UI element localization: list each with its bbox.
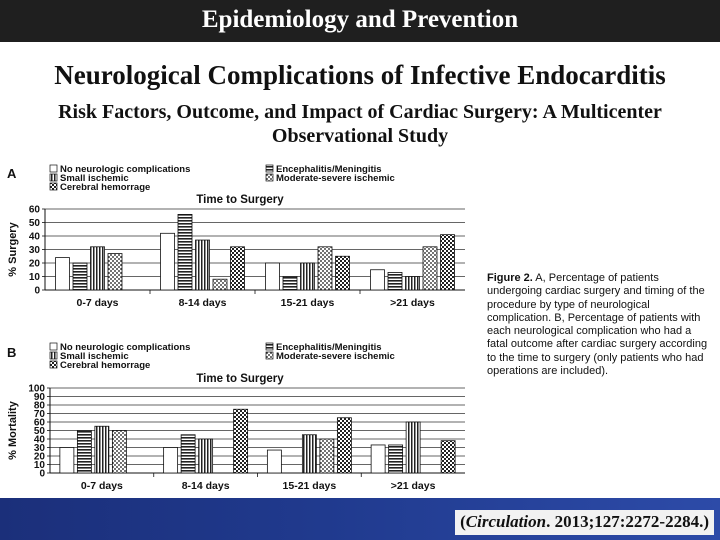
y-tick-label: 40 [33, 434, 45, 446]
y-tick-label: 30 [28, 245, 40, 256]
legend-swatch [50, 352, 57, 359]
bar [164, 448, 178, 474]
bar [406, 277, 420, 291]
y-tick-label: 80 [33, 400, 45, 412]
bar [318, 247, 332, 290]
paper-subtitle-line2: Observational Study [271, 125, 449, 147]
bar [91, 247, 105, 290]
legend-entry: Small ischemic [60, 173, 129, 184]
bar [112, 431, 126, 474]
bar [336, 256, 350, 290]
y-tick-label: 20 [28, 258, 40, 270]
paper-title: Neurological Complications of Infective Endocarditis [54, 60, 666, 90]
y-tick-label: 60 [33, 417, 45, 429]
y-tick-label: 70 [33, 409, 45, 420]
bar [283, 277, 297, 291]
legend-entry: No neurologic complications [60, 164, 191, 175]
citation-journal: Circulation [465, 512, 547, 531]
header-bar [0, 0, 720, 42]
y-tick-label: 90 [33, 392, 45, 403]
legend-entry: Moderate-severe ischemic [276, 173, 395, 184]
y-tick-label: 40 [28, 231, 40, 243]
y-tick-label: 100 [28, 383, 45, 395]
bar [371, 445, 385, 473]
footer-bar [0, 498, 720, 540]
bar [302, 435, 316, 473]
y-tick-label: 10 [33, 460, 45, 471]
header-title: Epidemiology and Prevention [201, 6, 519, 33]
x-tick-label: >21 days [390, 297, 435, 309]
legend-entry: Cerebral hemorrage [60, 182, 151, 193]
bar [234, 409, 248, 473]
bar [77, 431, 91, 474]
chart-panel-a [0, 160, 490, 320]
y-tick-label: 0 [34, 285, 40, 297]
citation-open: ( [460, 512, 466, 531]
caption-text: A, Percentage of patients undergoing cardiac surgery and timing of the procedure by type of neurological complication. B, Percentage of patients with each neurological complication who had a fatal outcome after cardiac surgery according to the time to surgery (only patients who had operations are included). [487, 272, 708, 378]
bar [266, 263, 280, 290]
citation-details: . 2013;127:2272-2284.) [546, 512, 709, 531]
bar [108, 254, 122, 290]
x-tick-label: 8-14 days [181, 480, 230, 492]
legend-swatch [50, 165, 57, 172]
chart-title: Time to Surgery [196, 194, 284, 206]
y-tick-label: 50 [28, 218, 40, 229]
x-tick-label: 0-7 days [80, 480, 123, 492]
bar [371, 270, 385, 290]
legend-swatch [266, 165, 273, 172]
bar [423, 247, 437, 290]
y-tick-label: 50 [33, 426, 45, 437]
panel-label: B [7, 345, 17, 360]
bar [231, 247, 245, 290]
bar [213, 279, 227, 290]
legend-swatch [266, 174, 273, 181]
bar [60, 448, 74, 474]
bar [267, 450, 281, 473]
x-tick-label: 15-21 days [280, 297, 335, 309]
legend-entry: Cerebral hemorrage [60, 360, 151, 371]
citation [455, 510, 714, 535]
y-tick-label: 10 [28, 272, 40, 283]
legend-swatch [50, 174, 57, 181]
bar [301, 263, 315, 290]
bar [161, 233, 175, 290]
legend-entry: Encephalitis/Meningitis [276, 164, 382, 175]
bar [441, 235, 455, 290]
legend-swatch [50, 343, 57, 350]
bar [95, 426, 109, 473]
legend-swatch [50, 361, 57, 368]
bar [320, 439, 334, 473]
chart-title: Time to Surgery [196, 373, 284, 385]
y-axis-label: % Surgery [7, 222, 19, 277]
y-axis-label: % Mortality [7, 401, 19, 460]
legend-swatch [50, 183, 57, 190]
bar [196, 240, 210, 290]
x-tick-label: 0-7 days [76, 297, 119, 309]
legend-swatch [266, 343, 273, 350]
y-tick-label: 0 [39, 468, 45, 480]
bar [388, 272, 402, 290]
y-tick-label: 60 [28, 204, 40, 216]
bar [178, 214, 192, 290]
bar [441, 441, 455, 473]
legend-entry: Moderate-severe ischemic [276, 351, 395, 362]
bar [56, 258, 70, 290]
paper-subtitle-line1: Risk Factors, Outcome, and Impact of Cardiac Surgery: A Multicenter [58, 101, 662, 123]
x-tick-label: 15-21 days [282, 480, 337, 492]
bar [181, 435, 195, 473]
y-tick-label: 20 [33, 451, 45, 463]
bar [337, 418, 351, 473]
caption-label: Figure 2. [487, 272, 533, 284]
x-tick-label: 8-14 days [178, 297, 227, 309]
bar [199, 439, 213, 473]
y-tick-label: 30 [33, 443, 45, 454]
legend-entry: Small ischemic [60, 351, 129, 362]
x-tick-label: >21 days [390, 480, 436, 492]
paper-subtitle [0, 100, 720, 148]
panel-label: A [7, 166, 17, 181]
legend-entry: No neurologic complications [60, 342, 191, 353]
bar [73, 263, 87, 290]
legend-entry: Encephalitis/Meningitis [276, 342, 382, 353]
bar [389, 445, 403, 473]
chart-panel-b [0, 338, 490, 500]
figure-caption [487, 272, 715, 378]
legend-swatch [266, 352, 273, 359]
bar [406, 422, 420, 473]
